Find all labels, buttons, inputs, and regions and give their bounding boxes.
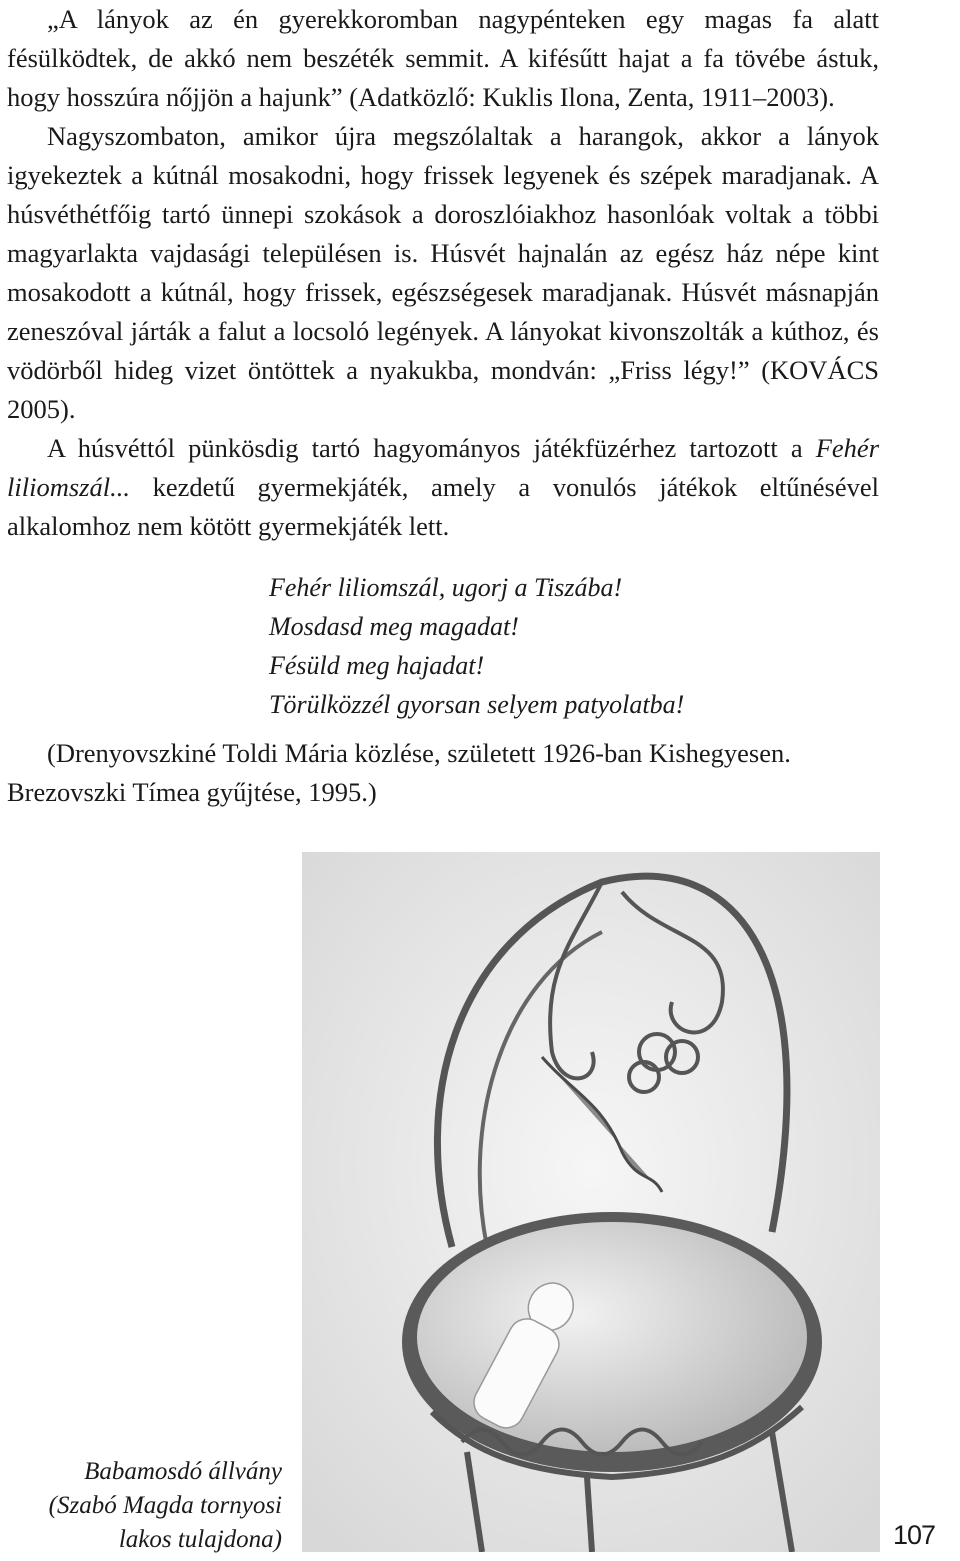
poem-line: Fehér liliomszál, ugorj a Tiszába! bbox=[269, 573, 623, 602]
photo-caption bbox=[0, 1455, 282, 1557]
poem-line: Törülközzél gyorsan selyem patyolatba! bbox=[269, 690, 685, 719]
paragraph-game-end: kezdetű gyermekjáték, amely a vonulós játékok eltűnésével alkalomhoz nem kötött gyermekjáték lett. bbox=[7, 472, 880, 541]
washstand-illustration bbox=[302, 852, 880, 1552]
paragraph-game-start: A húsvéttól pünkösdig tartó hagyományos játékfüzérhez tartozott a bbox=[47, 433, 803, 463]
poem bbox=[269, 568, 879, 724]
body-text bbox=[7, 0, 879, 812]
paragraph-easter-customs: Nagyszombaton, amikor újra megszólaltak a harangok, akkor a lányok igyekeztek a kútnál mosakodni, hogy frissek legyenek és szépek maradjanak. A húsvéthétfőig tartó ünnepi szokások a doroszlóiakhoz hasonlóak voltak a többi magyarlakta vajdasági településen is. Húsvét hajnalán az egész ház népe kint mosakodott a kútnál, hogy frissek, egészségesek maradjanak. Húsvét másnapján zeneszóval járták a falut a locsoló legények. A lányokat kivonszolták a kúthoz, és vödörből hideg vizet öntöttek a nyakukba, mondván: „Friss légy!” (KOVÁCS 2005). bbox=[7, 121, 879, 424]
game-title: Fehér liliomszál... bbox=[7, 433, 880, 502]
caption-line: Babamosdó állvány bbox=[84, 1458, 282, 1485]
photo-doll-washstand bbox=[302, 852, 880, 1552]
source-note: (Drenyovszkiné Toldi Mária közlése, született 1926-ban Kishegyesen. Brezovszki Tímea gyűjtése, 1995.) bbox=[7, 738, 791, 807]
paragraph-quote: „A lányok az én gyerekkoromban nagypénteken egy magas fa alatt fésülködtek, de akkó nem beszéték semmit. A kifésűtt hajat a fa tövébe ástuk, hogy hosszúra nőjjön a hajunk” (Adatközlő: Kuklis Ilona, Zenta, 1911–2003). bbox=[7, 4, 879, 112]
caption-line: lakos tulajdona) bbox=[118, 1526, 282, 1553]
poem-line: Mosdasd meg magadat! bbox=[269, 612, 519, 641]
caption-line: (Szabó Magda tornyosi bbox=[48, 1492, 282, 1519]
page-number: 107 bbox=[893, 1520, 936, 1550]
paragraph-game bbox=[7, 429, 879, 546]
poem-line: Fésüld meg hajadat! bbox=[269, 651, 485, 680]
